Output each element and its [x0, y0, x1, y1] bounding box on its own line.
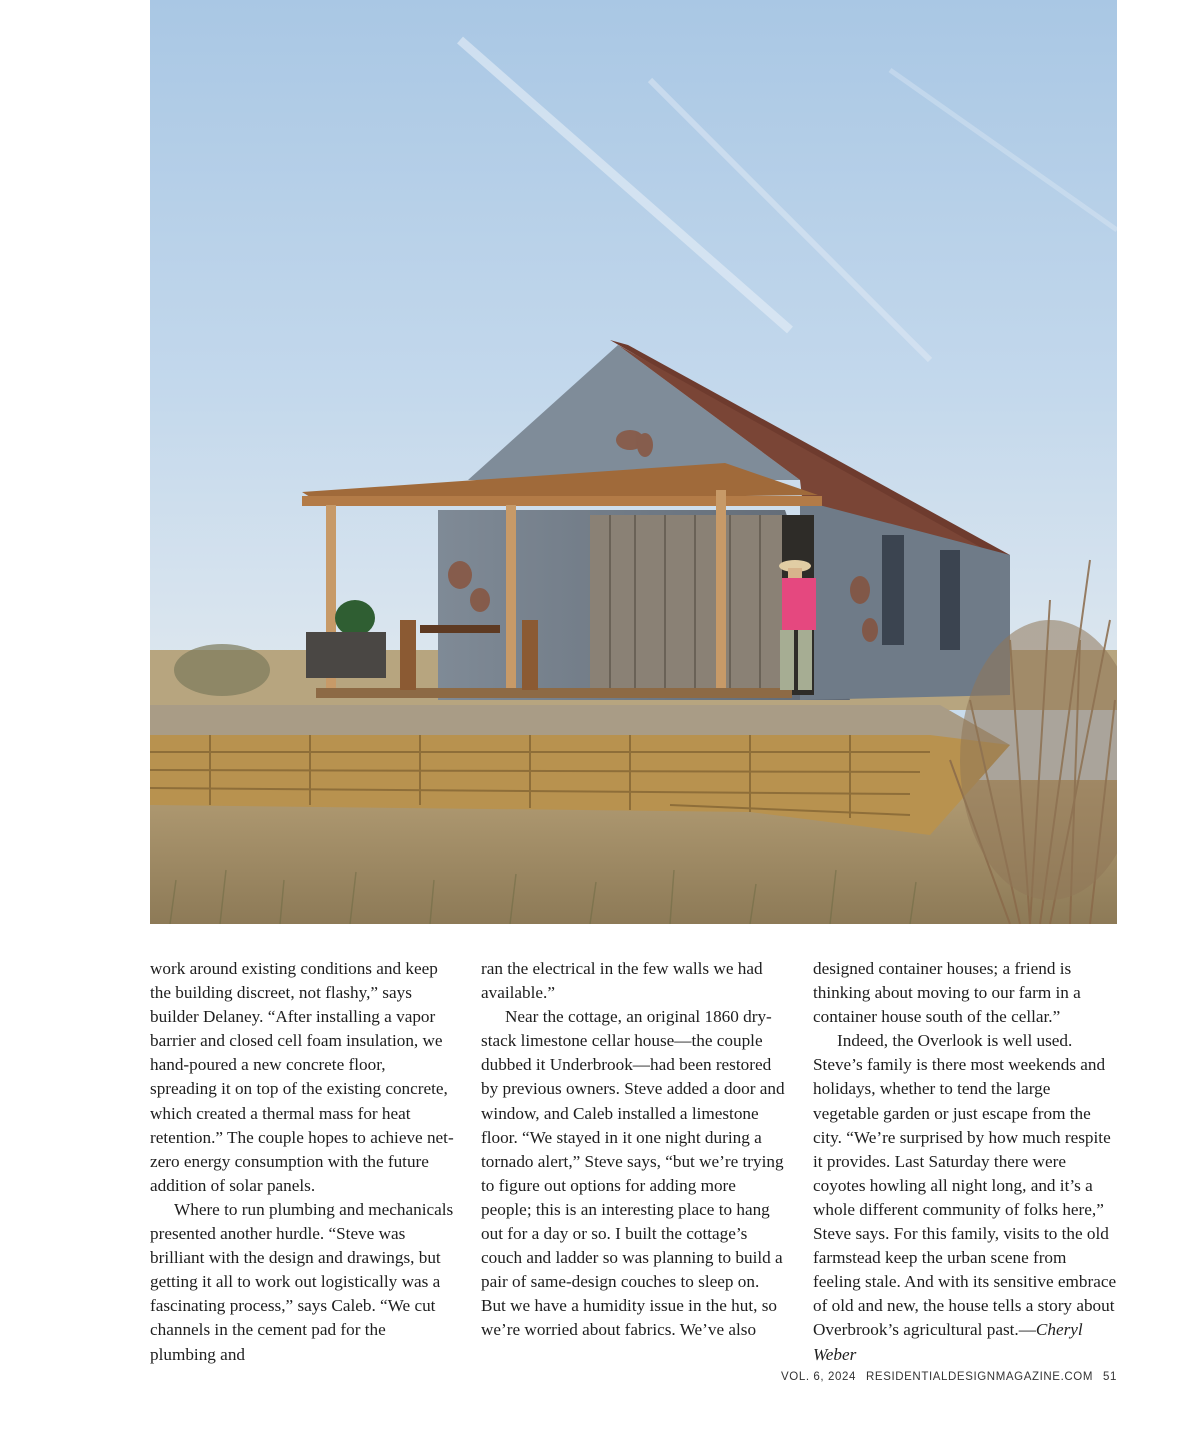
article-column-3: [813, 957, 1118, 1367]
paragraph: designed container houses; a friend is thinking about moving to our farm in a container house south of the cellar.”: [813, 959, 1081, 1027]
paragraph: Where to run plumbing and mechanicals presented another hurdle. “Steve was brilliant with the design and drawings, but getting it all to work out logistically was a fascinating process,” says Caleb. “We cut channels in the cement pad for the plumbing and: [150, 1199, 454, 1364]
article-column-1: [150, 957, 455, 1367]
article-body: [150, 957, 1117, 1377]
paragraph: Near the cottage, an original 1860 dry-stack limestone cellar house—the couple dubbed it Underbrook—had been restored by previous owners. Steve added a door and window, and Caleb installed a limestone floor. “We stayed in it one night during a tornado alert,” Steve says, “but we’re trying to figure out options for adding more people; this is an interesting place to hang out for a day or so. I built the cottage’s couch and ladder so was planning to build a pair of same-design couches to sleep on. But we have a humidity issue in the hut, so we’re worried about fabrics. We’ve also: [481, 1007, 785, 1340]
cottage-photo: [150, 0, 1117, 924]
paragraph-final: [813, 1029, 1118, 1366]
paragraph: ran the electrical in the few walls we had available.”: [481, 959, 763, 1003]
article-column-2: [481, 957, 786, 1343]
paragraph-text: Indeed, the Overlook is well used. Steve’s family is there most weekends and holidays, whether to tend the large vegetable garden or just escape from the city. “We’re surprised by how much respite it provides. Last Saturday there were coyotes howling all night long, and it’s a whole different community of folks here,” Steve says. For this family, visits to the old farmstead keep the urban scene from feeling stale. And with its sensitive embrace of old and new, the house tells a story about Overbrook’s agricultural past.—: [813, 1031, 1117, 1340]
volume-label: VOL. 6, 2024: [781, 1371, 857, 1383]
cottage-photo-illustration: [150, 0, 1117, 924]
page-number: 51: [1103, 1371, 1117, 1383]
magazine-website: RESIDENTIALDESIGNMAGAZINE.COM: [866, 1371, 1093, 1383]
author-byline: Cheryl Weber: [813, 1320, 1083, 1364]
page-footer: [781, 1371, 1117, 1383]
paragraph: work around existing conditions and keep the building discreet, not flashy,” says builder Delaney. “After installing a vapor barrier and closed cell foam insulation, we hand-poured a new concrete floor, spreading it on top of the existing concrete, which created a thermal mass for heat retention.” The couple hopes to achieve net-zero energy consumption with the future addition of solar panels.: [150, 959, 454, 1195]
